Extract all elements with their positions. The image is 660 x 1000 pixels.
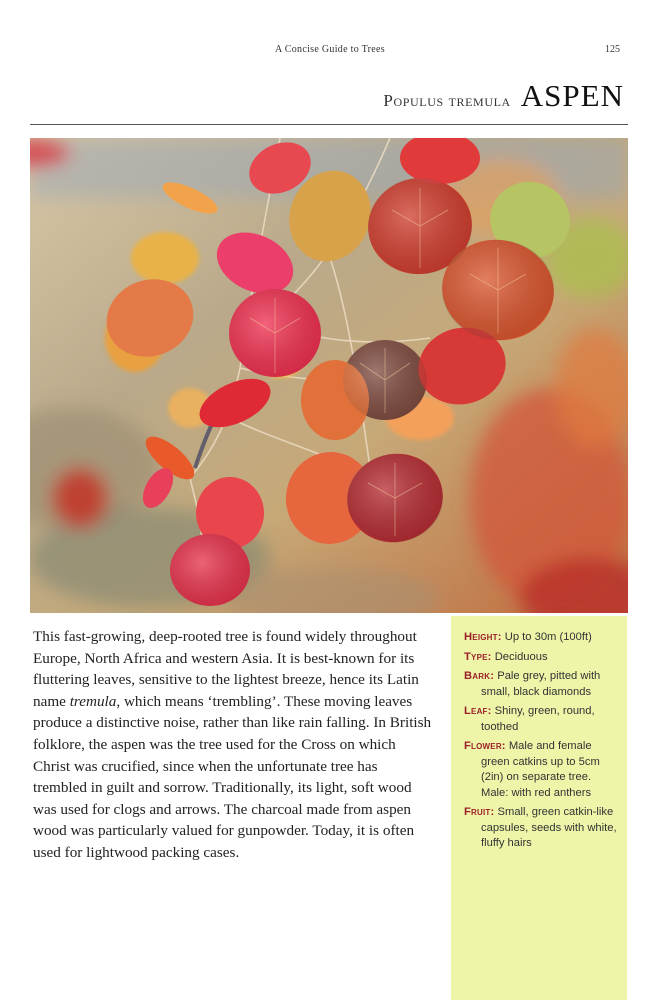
fact-label: Fruit: xyxy=(464,806,495,818)
running-head: A Concise Guide to Trees xyxy=(275,44,385,55)
fact-label: Leaf: xyxy=(464,705,492,717)
description-text xyxy=(33,626,433,864)
fact-value: Small, green catkin-like capsules, seeds with white, fluffy hairs xyxy=(481,806,617,849)
fact-label: Flower: xyxy=(464,740,506,752)
fact-value: Shiny, green, round, toothed xyxy=(481,705,595,733)
photo-autumn-aspen-leaves-icon xyxy=(30,138,628,613)
page-number: 125 xyxy=(605,44,620,55)
latin-word: tremula xyxy=(69,692,117,710)
title-rule xyxy=(30,124,628,125)
latin-name: Populus tremula xyxy=(383,91,511,110)
description-part-2: , which means ‘trembling’. These moving leaves produce a distinctive noise, rather than like rain falling. In British folklore, the aspen was the tree used for the Cross on which Christ was crucified, since when the unfortunate tree has trembled in guilt and sorrow. Traditionally, its light, soft wood was used for clogs and arrows. The charcoal made from aspen wood was particularly valued for gunpowder. Today, it is often used for lightwood packing cases. xyxy=(33,692,432,861)
fact-fruit xyxy=(464,805,619,852)
fact-flower xyxy=(464,739,619,801)
fact-label: Height: xyxy=(464,631,502,643)
fact-value: Male and female green catkins up to 5cm (2in) on separate tree. Male: with red anthers xyxy=(481,740,600,799)
fact-label: Type: xyxy=(464,650,492,663)
fact-value: Deciduous xyxy=(494,650,548,663)
fact-value: Up to 30m (100ft) xyxy=(504,631,592,643)
fact-type xyxy=(464,650,619,666)
aspen-photo xyxy=(30,138,628,613)
fact-leaf xyxy=(464,704,619,735)
description-part-1: This fast-growing, deep-rooted tree is found widely throughout Europe, North Africa and western Asia. It is best-known for its fluttering leaves, sensitive to the lightest breeze, hence its Latin name xyxy=(33,628,419,710)
fact-value: Pale grey, pitted with small, black diamonds xyxy=(481,670,601,698)
fact-height xyxy=(464,630,619,646)
fact-bark xyxy=(464,669,619,700)
common-name: ASPEN xyxy=(520,78,624,113)
species-title xyxy=(383,78,624,114)
fact-box xyxy=(451,616,627,1000)
fact-label: Bark: xyxy=(464,670,495,682)
